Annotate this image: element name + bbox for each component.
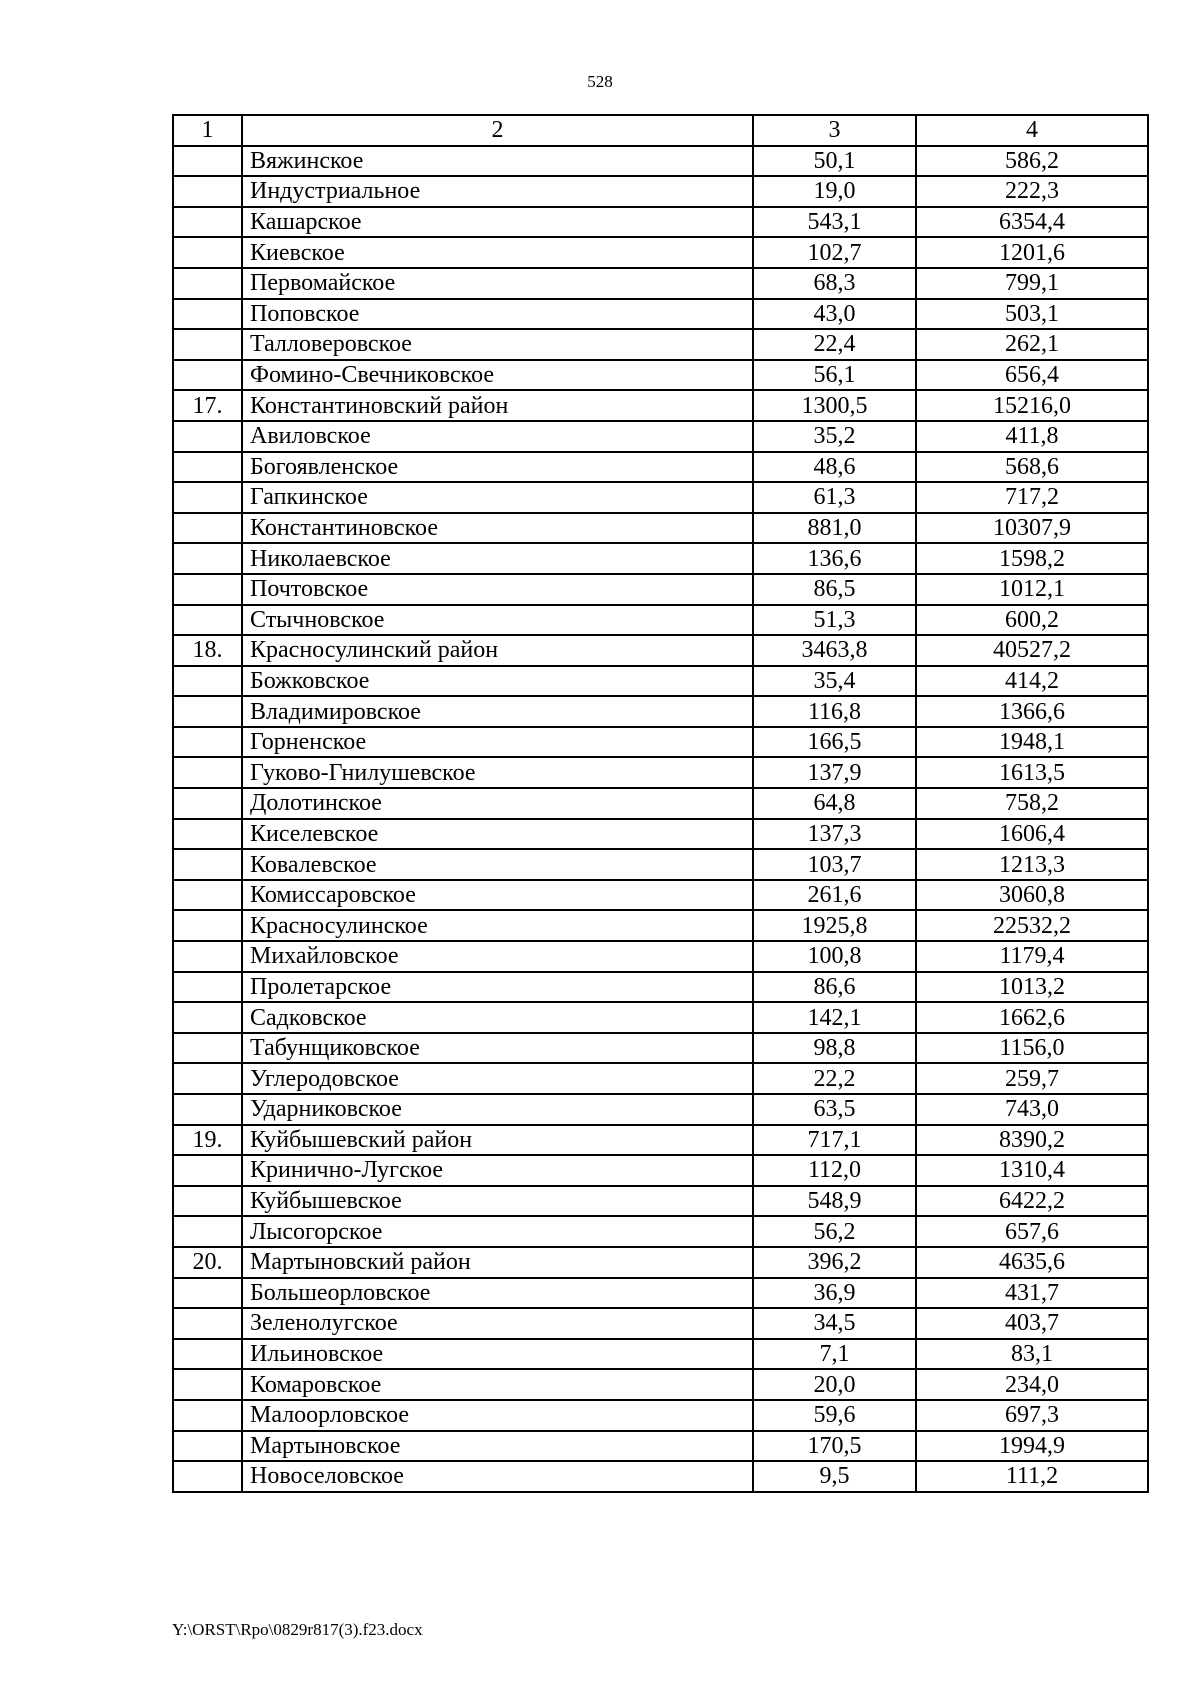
- row-name: Константиновский район: [242, 390, 753, 421]
- table-row: [173, 574, 1148, 605]
- row-number: 18.: [173, 635, 242, 666]
- row-value-col3: 100,8: [753, 941, 916, 972]
- table-row: [173, 972, 1148, 1003]
- row-value-col4: 568,6: [916, 452, 1148, 483]
- row-number: [173, 543, 242, 574]
- table-row: [173, 421, 1148, 452]
- row-value-col4: 4635,6: [916, 1247, 1148, 1278]
- row-value-col4: 403,7: [916, 1308, 1148, 1339]
- table-row: [173, 757, 1148, 788]
- row-value-col4: 717,2: [916, 482, 1148, 513]
- row-value-col4: 6422,2: [916, 1186, 1148, 1217]
- row-name: Михайловское: [242, 941, 753, 972]
- row-name: Зеленолугское: [242, 1308, 753, 1339]
- row-value-col4: 1013,2: [916, 972, 1148, 1003]
- table-row: [173, 513, 1148, 544]
- row-name: Лысогорское: [242, 1216, 753, 1247]
- row-value-col4: 1948,1: [916, 727, 1148, 758]
- row-number: [173, 237, 242, 268]
- row-value-col3: 136,6: [753, 543, 916, 574]
- row-value-col3: 86,6: [753, 972, 916, 1003]
- row-name: Малоорловское: [242, 1400, 753, 1431]
- row-value-col3: 1925,8: [753, 910, 916, 941]
- table-row: [173, 1186, 1148, 1217]
- row-value-col4: 1366,6: [916, 696, 1148, 727]
- row-name: Божковское: [242, 666, 753, 697]
- row-value-col3: 7,1: [753, 1339, 916, 1370]
- table-row: [173, 1125, 1148, 1156]
- row-number: [173, 299, 242, 330]
- table-row: [173, 1094, 1148, 1125]
- table-row: [173, 1431, 1148, 1462]
- row-value-col4: 1156,0: [916, 1033, 1148, 1064]
- row-value-col3: 116,8: [753, 696, 916, 727]
- row-number: [173, 788, 242, 819]
- header-col-3: 3: [753, 115, 916, 146]
- table-row: [173, 1002, 1148, 1033]
- row-value-col3: 64,8: [753, 788, 916, 819]
- table-row: [173, 543, 1148, 574]
- table-row: [173, 910, 1148, 941]
- row-value-col3: 68,3: [753, 268, 916, 299]
- row-value-col4: 40527,2: [916, 635, 1148, 666]
- table-row: [173, 1216, 1148, 1247]
- row-name: Стычновское: [242, 605, 753, 636]
- row-value-col3: 3463,8: [753, 635, 916, 666]
- table-row: [173, 176, 1148, 207]
- row-number: [173, 1278, 242, 1309]
- row-value-col4: 8390,2: [916, 1125, 1148, 1156]
- row-number: [173, 482, 242, 513]
- row-number: 20.: [173, 1247, 242, 1278]
- row-value-col3: 1300,5: [753, 390, 916, 421]
- row-number: [173, 941, 242, 972]
- row-value-col4: 657,6: [916, 1216, 1148, 1247]
- row-value-col4: 1179,4: [916, 941, 1148, 972]
- row-value-col3: 112,0: [753, 1155, 916, 1186]
- row-number: [173, 880, 242, 911]
- row-value-col4: 1598,2: [916, 543, 1148, 574]
- row-name: Куйбышевское: [242, 1186, 753, 1217]
- header-col-1: 1: [173, 115, 242, 146]
- row-number: [173, 207, 242, 238]
- row-value-col4: 503,1: [916, 299, 1148, 330]
- row-name: Богоявленское: [242, 452, 753, 483]
- row-value-col3: 98,8: [753, 1033, 916, 1064]
- row-name: Фомино-Свечниковское: [242, 360, 753, 391]
- row-name: Кашарское: [242, 207, 753, 238]
- row-number: [173, 1461, 242, 1492]
- row-name: Индустриальное: [242, 176, 753, 207]
- row-value-col4: 799,1: [916, 268, 1148, 299]
- data-table: [172, 114, 1149, 1493]
- table-header-row: [173, 115, 1148, 146]
- row-name: Ильиновское: [242, 1339, 753, 1370]
- row-value-col4: 656,4: [916, 360, 1148, 391]
- row-value-col3: 35,2: [753, 421, 916, 452]
- row-number: 17.: [173, 390, 242, 421]
- row-value-col4: 1012,1: [916, 574, 1148, 605]
- row-value-col4: 431,7: [916, 1278, 1148, 1309]
- table-row: [173, 207, 1148, 238]
- row-number: [173, 1063, 242, 1094]
- table-row: [173, 666, 1148, 697]
- table-row: [173, 360, 1148, 391]
- row-number: [173, 910, 242, 941]
- row-number: [173, 696, 242, 727]
- row-name: Долотинское: [242, 788, 753, 819]
- row-name: Поповское: [242, 299, 753, 330]
- row-value-col4: 222,3: [916, 176, 1148, 207]
- row-value-col4: 697,3: [916, 1400, 1148, 1431]
- row-name: Куйбышевский район: [242, 1125, 753, 1156]
- row-number: [173, 1033, 242, 1064]
- row-name: Кринично-Лугское: [242, 1155, 753, 1186]
- row-name: Талловеровское: [242, 329, 753, 360]
- row-number: [173, 819, 242, 850]
- row-value-col4: 262,1: [916, 329, 1148, 360]
- row-name: Почтовское: [242, 574, 753, 605]
- row-value-col3: 142,1: [753, 1002, 916, 1033]
- row-value-col4: 83,1: [916, 1339, 1148, 1370]
- row-number: [173, 574, 242, 605]
- row-value-col4: 259,7: [916, 1063, 1148, 1094]
- row-name: Константиновское: [242, 513, 753, 544]
- row-value-col3: 261,6: [753, 880, 916, 911]
- row-name: Горненское: [242, 727, 753, 758]
- row-value-col4: 586,2: [916, 146, 1148, 177]
- row-value-col3: 548,9: [753, 1186, 916, 1217]
- row-value-col4: 22532,2: [916, 910, 1148, 941]
- row-number: [173, 605, 242, 636]
- row-name: Вяжинское: [242, 146, 753, 177]
- table-row: [173, 1155, 1148, 1186]
- row-value-col4: 1201,6: [916, 237, 1148, 268]
- row-number: [173, 1308, 242, 1339]
- row-value-col3: 9,5: [753, 1461, 916, 1492]
- row-value-col4: 10307,9: [916, 513, 1148, 544]
- table-row: [173, 1278, 1148, 1309]
- row-value-col3: 20,0: [753, 1369, 916, 1400]
- table-row: [173, 605, 1148, 636]
- row-number: [173, 972, 242, 1003]
- row-value-col3: 22,4: [753, 329, 916, 360]
- row-value-col4: 6354,4: [916, 207, 1148, 238]
- table-body: [173, 146, 1148, 1492]
- row-number: [173, 268, 242, 299]
- row-value-col4: 234,0: [916, 1369, 1148, 1400]
- row-name: Новоселовское: [242, 1461, 753, 1492]
- row-number: [173, 1431, 242, 1462]
- page-number: 528: [587, 72, 613, 91]
- table-row: [173, 788, 1148, 819]
- row-number: 19.: [173, 1125, 242, 1156]
- row-value-col4: 1310,4: [916, 1155, 1148, 1186]
- row-value-col4: 600,2: [916, 605, 1148, 636]
- row-value-col4: 111,2: [916, 1461, 1148, 1492]
- row-value-col3: 22,2: [753, 1063, 916, 1094]
- row-name: Мартыновское: [242, 1431, 753, 1462]
- row-value-col3: 137,3: [753, 819, 916, 850]
- row-value-col4: 1213,3: [916, 849, 1148, 880]
- row-name: Пролетарское: [242, 972, 753, 1003]
- table-row: [173, 146, 1148, 177]
- row-name: Садковское: [242, 1002, 753, 1033]
- table-row: [173, 849, 1148, 880]
- header-col-2: 2: [242, 115, 753, 146]
- row-value-col4: 414,2: [916, 666, 1148, 697]
- row-value-col3: 86,5: [753, 574, 916, 605]
- row-number: [173, 1216, 242, 1247]
- row-number: [173, 727, 242, 758]
- table-row: [173, 1339, 1148, 1370]
- row-name: Красносулинское: [242, 910, 753, 941]
- table-row: [173, 482, 1148, 513]
- table-row: [173, 268, 1148, 299]
- row-value-col3: 36,9: [753, 1278, 916, 1309]
- row-name: Красносулинский район: [242, 635, 753, 666]
- table-row: [173, 1247, 1148, 1278]
- row-number: [173, 452, 242, 483]
- row-name: Киевское: [242, 237, 753, 268]
- row-value-col3: 166,5: [753, 727, 916, 758]
- row-name: Ударниковское: [242, 1094, 753, 1125]
- row-name: Николаевское: [242, 543, 753, 574]
- row-number: [173, 1400, 242, 1431]
- row-value-col3: 103,7: [753, 849, 916, 880]
- row-number: [173, 1339, 242, 1370]
- row-value-col3: 137,9: [753, 757, 916, 788]
- row-number: [173, 146, 242, 177]
- table-row: [173, 1461, 1148, 1492]
- row-value-col3: 63,5: [753, 1094, 916, 1125]
- row-value-col3: 50,1: [753, 146, 916, 177]
- row-name: Комиссаровское: [242, 880, 753, 911]
- row-name: Владимировское: [242, 696, 753, 727]
- row-value-col4: 1994,9: [916, 1431, 1148, 1462]
- row-number: [173, 513, 242, 544]
- row-number: [173, 1369, 242, 1400]
- row-name: Авиловское: [242, 421, 753, 452]
- row-value-col4: 15216,0: [916, 390, 1148, 421]
- row-name: Табунщиковское: [242, 1033, 753, 1064]
- table-row: [173, 727, 1148, 758]
- row-value-col3: 34,5: [753, 1308, 916, 1339]
- table-row: [173, 1308, 1148, 1339]
- table-row: [173, 635, 1148, 666]
- footer-file-path: Y:\ORST\Rpo\0829r817(3).f23.docx: [172, 1620, 423, 1639]
- table-row: [173, 452, 1148, 483]
- row-value-col3: 19,0: [753, 176, 916, 207]
- table-row: [173, 390, 1148, 421]
- row-number: [173, 1155, 242, 1186]
- row-name: Киселевское: [242, 819, 753, 850]
- row-name: Мартыновский район: [242, 1247, 753, 1278]
- row-name: Ковалевское: [242, 849, 753, 880]
- row-value-col3: 396,2: [753, 1247, 916, 1278]
- table-row: [173, 237, 1148, 268]
- row-name: Гапкинское: [242, 482, 753, 513]
- table-row: [173, 819, 1148, 850]
- table-row: [173, 299, 1148, 330]
- table-row: [173, 696, 1148, 727]
- row-number: [173, 666, 242, 697]
- row-number: [173, 849, 242, 880]
- row-value-col3: 56,2: [753, 1216, 916, 1247]
- table-row: [173, 880, 1148, 911]
- row-value-col3: 43,0: [753, 299, 916, 330]
- row-value-col3: 102,7: [753, 237, 916, 268]
- row-name: Большеорловское: [242, 1278, 753, 1309]
- table-row: [173, 1369, 1148, 1400]
- row-number: [173, 757, 242, 788]
- table-row: [173, 1063, 1148, 1094]
- row-number: [173, 176, 242, 207]
- row-value-col3: 51,3: [753, 605, 916, 636]
- row-number: [173, 1094, 242, 1125]
- row-number: [173, 329, 242, 360]
- row-value-col3: 56,1: [753, 360, 916, 391]
- row-value-col3: 543,1: [753, 207, 916, 238]
- table-row: [173, 329, 1148, 360]
- row-value-col4: 743,0: [916, 1094, 1148, 1125]
- row-value-col4: 3060,8: [916, 880, 1148, 911]
- row-name: Углеродовское: [242, 1063, 753, 1094]
- row-value-col4: 758,2: [916, 788, 1148, 819]
- row-value-col4: 1613,5: [916, 757, 1148, 788]
- header-col-4: 4: [916, 115, 1148, 146]
- row-value-col3: 717,1: [753, 1125, 916, 1156]
- row-value-col4: 1606,4: [916, 819, 1148, 850]
- row-value-col3: 35,4: [753, 666, 916, 697]
- table-row: [173, 1033, 1148, 1064]
- table-row: [173, 941, 1148, 972]
- row-number: [173, 360, 242, 391]
- row-number: [173, 1002, 242, 1033]
- table-row: [173, 1400, 1148, 1431]
- row-number: [173, 1186, 242, 1217]
- row-name: Первомайское: [242, 268, 753, 299]
- row-name: Гуково-Гнилушевское: [242, 757, 753, 788]
- row-value-col3: 881,0: [753, 513, 916, 544]
- row-value-col4: 411,8: [916, 421, 1148, 452]
- row-value-col3: 61,3: [753, 482, 916, 513]
- row-value-col3: 170,5: [753, 1431, 916, 1462]
- row-value-col4: 1662,6: [916, 1002, 1148, 1033]
- row-value-col3: 59,6: [753, 1400, 916, 1431]
- row-name: Комаровское: [242, 1369, 753, 1400]
- row-number: [173, 421, 242, 452]
- row-value-col3: 48,6: [753, 452, 916, 483]
